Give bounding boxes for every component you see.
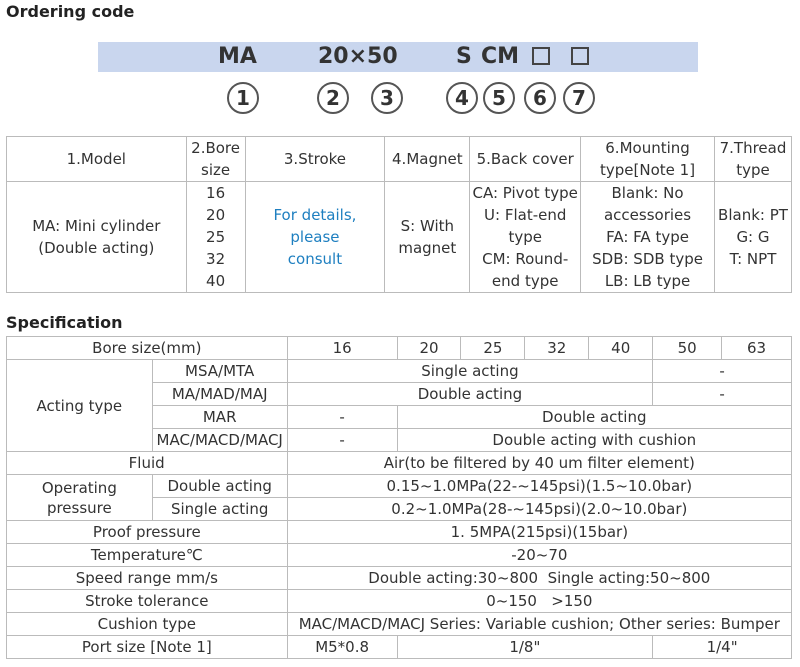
code-thread-box [571, 47, 589, 65]
spec-row-op-double [7, 475, 792, 498]
header-thread: 7.Thread type [714, 137, 791, 182]
speed-range-label: Speed range mm/s [7, 567, 288, 590]
mar-dash: - [287, 406, 397, 429]
bore-value: 63 [722, 337, 792, 360]
code-model: MA [218, 44, 257, 69]
cushion-type-label: Cushion type [7, 613, 288, 636]
model-cell: MA: Mini cylinder (Double acting) [7, 182, 187, 293]
op-double-label: Double acting [152, 475, 287, 498]
msa-value: Single acting [287, 360, 653, 383]
stroke-tolerance-value: 0~150 >150 [287, 590, 791, 613]
bore-value: 16 [287, 337, 397, 360]
mar-value: Double acting [397, 406, 791, 429]
mar-label: MAR [152, 406, 287, 429]
circle-number-2: 2 [317, 82, 349, 114]
specification-table [6, 336, 792, 659]
temperature-value: -20~70 [287, 544, 791, 567]
operating-pressure-label: Operating pressure [7, 475, 153, 521]
spec-row-fluid [7, 452, 792, 475]
spec-row-port [7, 636, 792, 659]
magnet-cell: S: With magnet [385, 182, 470, 293]
ordering-header-row [7, 137, 792, 182]
bore-size-label: Bore size(mm) [7, 337, 288, 360]
acting-type-label: Acting type [7, 360, 153, 452]
ma-label: MA/MAD/MAJ [152, 383, 287, 406]
circle-number-1: 1 [227, 82, 259, 114]
spec-row-stroke-tol [7, 590, 792, 613]
bore-value: 50 [653, 337, 722, 360]
circle-number-6: 6 [524, 82, 556, 114]
ordering-code-band [98, 42, 698, 72]
thread-cell: Blank: PT G: G T: NPT [714, 182, 791, 293]
spec-row-msa [7, 360, 792, 383]
mac-value: Double acting with cushion [397, 429, 791, 452]
ordering-values-row [7, 182, 792, 293]
op-single-value: 0.2~1.0MPa(28-~145psi)(2.0~10.0bar) [287, 498, 791, 521]
ordering-code-heading: Ordering code [6, 2, 135, 21]
code-mounting-box [532, 47, 550, 65]
circle-number-3: 3 [371, 82, 403, 114]
msa-dash: - [653, 360, 792, 383]
specification-heading: Specification [6, 313, 123, 332]
port-size-1-4: 1/4" [653, 636, 792, 659]
op-single-label: Single acting [152, 498, 287, 521]
code-bore-stroke: 20×50 [318, 44, 398, 69]
cushion-type-value: MAC/MACD/MACJ Series: Variable cushion; Other series: Bumper [287, 613, 791, 636]
circle-number-4: 4 [446, 82, 478, 114]
spec-row-cushion [7, 613, 792, 636]
spec-row-proof [7, 521, 792, 544]
port-size-m5: M5*0.8 [287, 636, 397, 659]
code-back-cover: CM [481, 44, 520, 69]
back-cover-cell: CA: Pivot type U: Flat-end type CM: Round- end type [470, 182, 581, 293]
stroke-consult-link[interactable]: For details, please consult [245, 182, 385, 293]
ordering-table [6, 136, 792, 293]
header-back-cover: 5.Back cover [470, 137, 581, 182]
bore-value: 32 [525, 337, 589, 360]
speed-range-value: Double acting:30~800 Single acting:50~800 [287, 567, 791, 590]
header-magnet: 4.Magnet [385, 137, 470, 182]
circle-number-5: 5 [483, 82, 515, 114]
ma-value: Double acting [287, 383, 653, 406]
proof-pressure-label: Proof pressure [7, 521, 288, 544]
fluid-value: Air(to be filtered by 40 um filter element) [287, 452, 791, 475]
bore-value: 20 [397, 337, 461, 360]
header-model: 1.Model [7, 137, 187, 182]
fluid-label: Fluid [7, 452, 288, 475]
mounting-cell: Blank: No accessories FA: FA type SDB: SDB type LB: LB type [581, 182, 715, 293]
temperature-label: Temperature℃ [7, 544, 288, 567]
spec-row-temp [7, 544, 792, 567]
op-double-value: 0.15~1.0MPa(22-~145psi)(1.5~10.0bar) [287, 475, 791, 498]
header-bore: 2.Bore size [186, 137, 245, 182]
port-size-1-8: 1/8" [397, 636, 653, 659]
msa-label: MSA/MTA [152, 360, 287, 383]
port-size-label: Port size [Note 1] [7, 636, 288, 659]
stroke-tolerance-label: Stroke tolerance [7, 590, 288, 613]
spec-row-speed [7, 567, 792, 590]
ma-dash: - [653, 383, 792, 406]
mac-label: MAC/MACD/MACJ [152, 429, 287, 452]
bore-value: 25 [461, 337, 525, 360]
header-mounting: 6.Mounting type[Note 1] [581, 137, 715, 182]
bore-value: 40 [589, 337, 653, 360]
circle-number-7: 7 [563, 82, 595, 114]
bore-cell: 16 20 25 32 40 [186, 182, 245, 293]
proof-pressure-value: 1. 5MPA(215psi)(15bar) [287, 521, 791, 544]
code-magnet: S [456, 44, 472, 69]
header-stroke: 3.Stroke [245, 137, 385, 182]
mac-dash: - [287, 429, 397, 452]
spec-row-bore [7, 337, 792, 360]
